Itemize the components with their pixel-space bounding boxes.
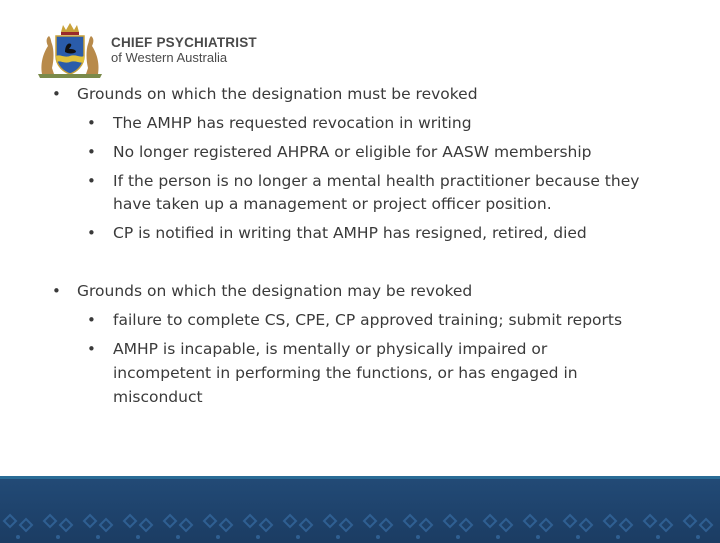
- header-logo: [34, 22, 294, 82]
- list-item: failure to complete CS, CPE, CP approved training; submit reports: [113, 311, 623, 329]
- org-title: CHIEF PSYCHIATRIST: [111, 35, 257, 50]
- bullet-icon: •: [87, 224, 96, 242]
- org-subtitle: of Western Australia: [111, 50, 228, 65]
- list-item-line: misconduct: [113, 388, 203, 406]
- bullet-icon: •: [52, 282, 61, 300]
- list-item: No longer registered AHPRA or eligible for AASW membership: [113, 143, 592, 161]
- footer-band: [0, 476, 720, 543]
- bullet-icon: •: [87, 143, 96, 161]
- wa-coat-of-arms-icon: [34, 22, 106, 80]
- list-item-line: AMHP is incapable, is mentally or physically impaired or: [113, 340, 548, 358]
- list-item-line: incompetent in performing the functions, or has engaged in: [113, 364, 578, 382]
- bullet-icon: •: [87, 340, 96, 358]
- bullet-icon: •: [87, 114, 96, 132]
- list-item: The AMHP has requested revocation in writing: [113, 114, 472, 132]
- bullet-icon: •: [87, 172, 96, 190]
- section-heading: Grounds on which the designation may be revoked: [77, 282, 473, 300]
- bullet-icon: •: [87, 311, 96, 329]
- list-item: CP is notified in writing that AMHP has resigned, retired, died: [113, 224, 587, 242]
- list-item-line: If the person is no longer a mental health practitioner because they: [113, 172, 640, 190]
- footer-pattern-icon: [0, 509, 720, 543]
- section-heading: Grounds on which the designation must be revoked: [77, 85, 478, 103]
- list-item-line: have taken up a management or project officer position.: [113, 195, 552, 213]
- bullet-icon: •: [52, 85, 61, 103]
